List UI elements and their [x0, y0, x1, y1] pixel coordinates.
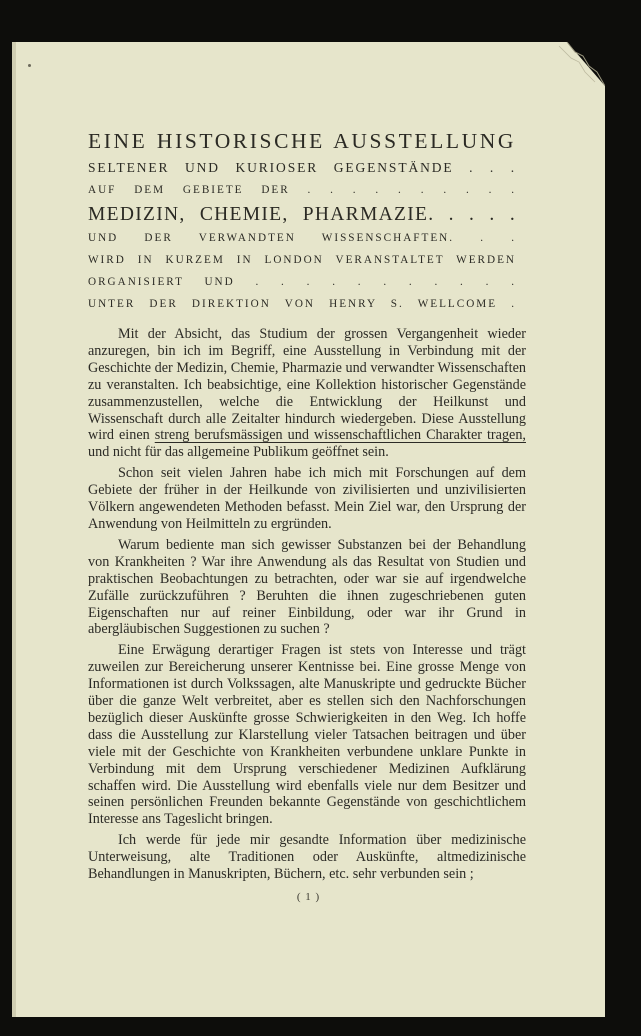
title-line-5: UND DER VERWANDTEN WISSENSCHAFTEN. . . — [88, 232, 516, 244]
page-fold-shadow — [12, 42, 16, 1017]
torn-corner-icon — [545, 42, 605, 102]
paragraph-1-end: und nicht für das allgemeine Publikum geöffnet sein. — [88, 444, 389, 461]
underlined-phrase: streng berufsmässigen und wissenschaftlichen Charakter tragen, — [154, 427, 526, 444]
document-page — [12, 42, 605, 1017]
paper-speck — [28, 64, 31, 67]
paragraph-3: Warum bediente man sich gewisser Substanzen bei der Behandlung von Krankheiten ? War ihre Anwendung als das Resultat von Studien und praktischen Beobachtungen zu betrachten, oder war sie auf irgendwelche Zufälle zurückzuführen ? Beruhten die ihnen zugeschriebenen guten Eigenschaften nur auf reiner Einbildung, oder war ihr Grund in abergläubischen Suggestionen zu suchen ? — [88, 536, 526, 638]
title-block — [88, 128, 516, 315]
title-line-1: EINE HISTORISCHE AUSSTELLUNG — [88, 129, 516, 153]
title-line-7: ORGANISIERT UND . . . . . . . . . . . — [88, 276, 516, 288]
page-number: ( 1 ) — [296, 891, 321, 903]
paragraph-5: Ich werde für jede mir gesandte Information über medizinische Unterweisung, alte Traditionen oder Auskünfte, altmedizinische Behandlungen in Manuskripten, Büchern, etc. sehr verbunden sein ; — [88, 832, 526, 883]
paragraph-2: Schon seit vielen Jahren habe ich mich mit Forschungen auf dem Gebiete der früher in der Heilkunde von zivilisierten und unzivilisierten Völkern angewendeten Methoden befasst. Mein Ziel war, den Ursprung der Anwendung von Heilmitteln zu ergründen. — [88, 465, 526, 532]
body-text — [88, 326, 526, 883]
paragraph-4: Eine Erwägung derartiger Fragen ist stets von Interesse und trägt zuweilen zur Bereicherung unserer Kentnisse bei. Eine grosse Menge von Informationen ist durch Volkssagen, alte Manuskripte und gedruckte Bücher über die ganze Welt verbreitet, aber es stellen sich den Nachforschungen bezüglich dieser Auskünfte grosse Schwierigkeiten in den Weg. Ich hoffe dass die Ausstellung zur Klarstellung vieler Tatsachen beitragen und über viele mit der Geschichte von Krankheiten verbundene unklare Punkte in Verbindung mit dem Ursprung verschiedener Medizinen Aufklärung schaffen wird. Die Ausstellung wird ebenfalls viele nur dem Besitzer und seinen persönlichen Freunden bekannte Gegenstände von geschichtlichem Interesse ans Tageslicht bringen. — [88, 642, 526, 828]
title-line-3: AUF DEM GEBIETE DER . . . . . . . . . . — [88, 184, 516, 196]
title-line-4: MEDIZIN, CHEMIE, PHARMAZIE. . . . . — [88, 204, 516, 225]
paragraph-1 — [88, 326, 526, 461]
paragraph-1-start: Mit der Absicht, das Studium der grossen Vergangenheit wieder anzuregen, bin ich im Begriff, eine Ausstellung in Verbindung mit der Geschichte der Medizin, Chemie, Pharmazie und verwandter Wissenschaften zu veranstalten. Ich beabsichtige, eine Kollektion historischer Gegenstände zusammenzustellen, welche die Entwicklung der Heilkunst und Wissenschaft durch alle Zeitalter hindurch wiedergeben. Diese Ausstellung wird einen — [88, 326, 526, 444]
title-line-6: WIRD IN KURZEM IN LONDON VERANSTALTET WERDEN — [88, 254, 516, 266]
title-line-2: SELTENER UND KURIOSER GEGENSTÄNDE . . . — [88, 160, 516, 175]
title-line-8: UNTER DER DIREKTION VON HENRY S. WELLCOME . — [88, 298, 516, 310]
